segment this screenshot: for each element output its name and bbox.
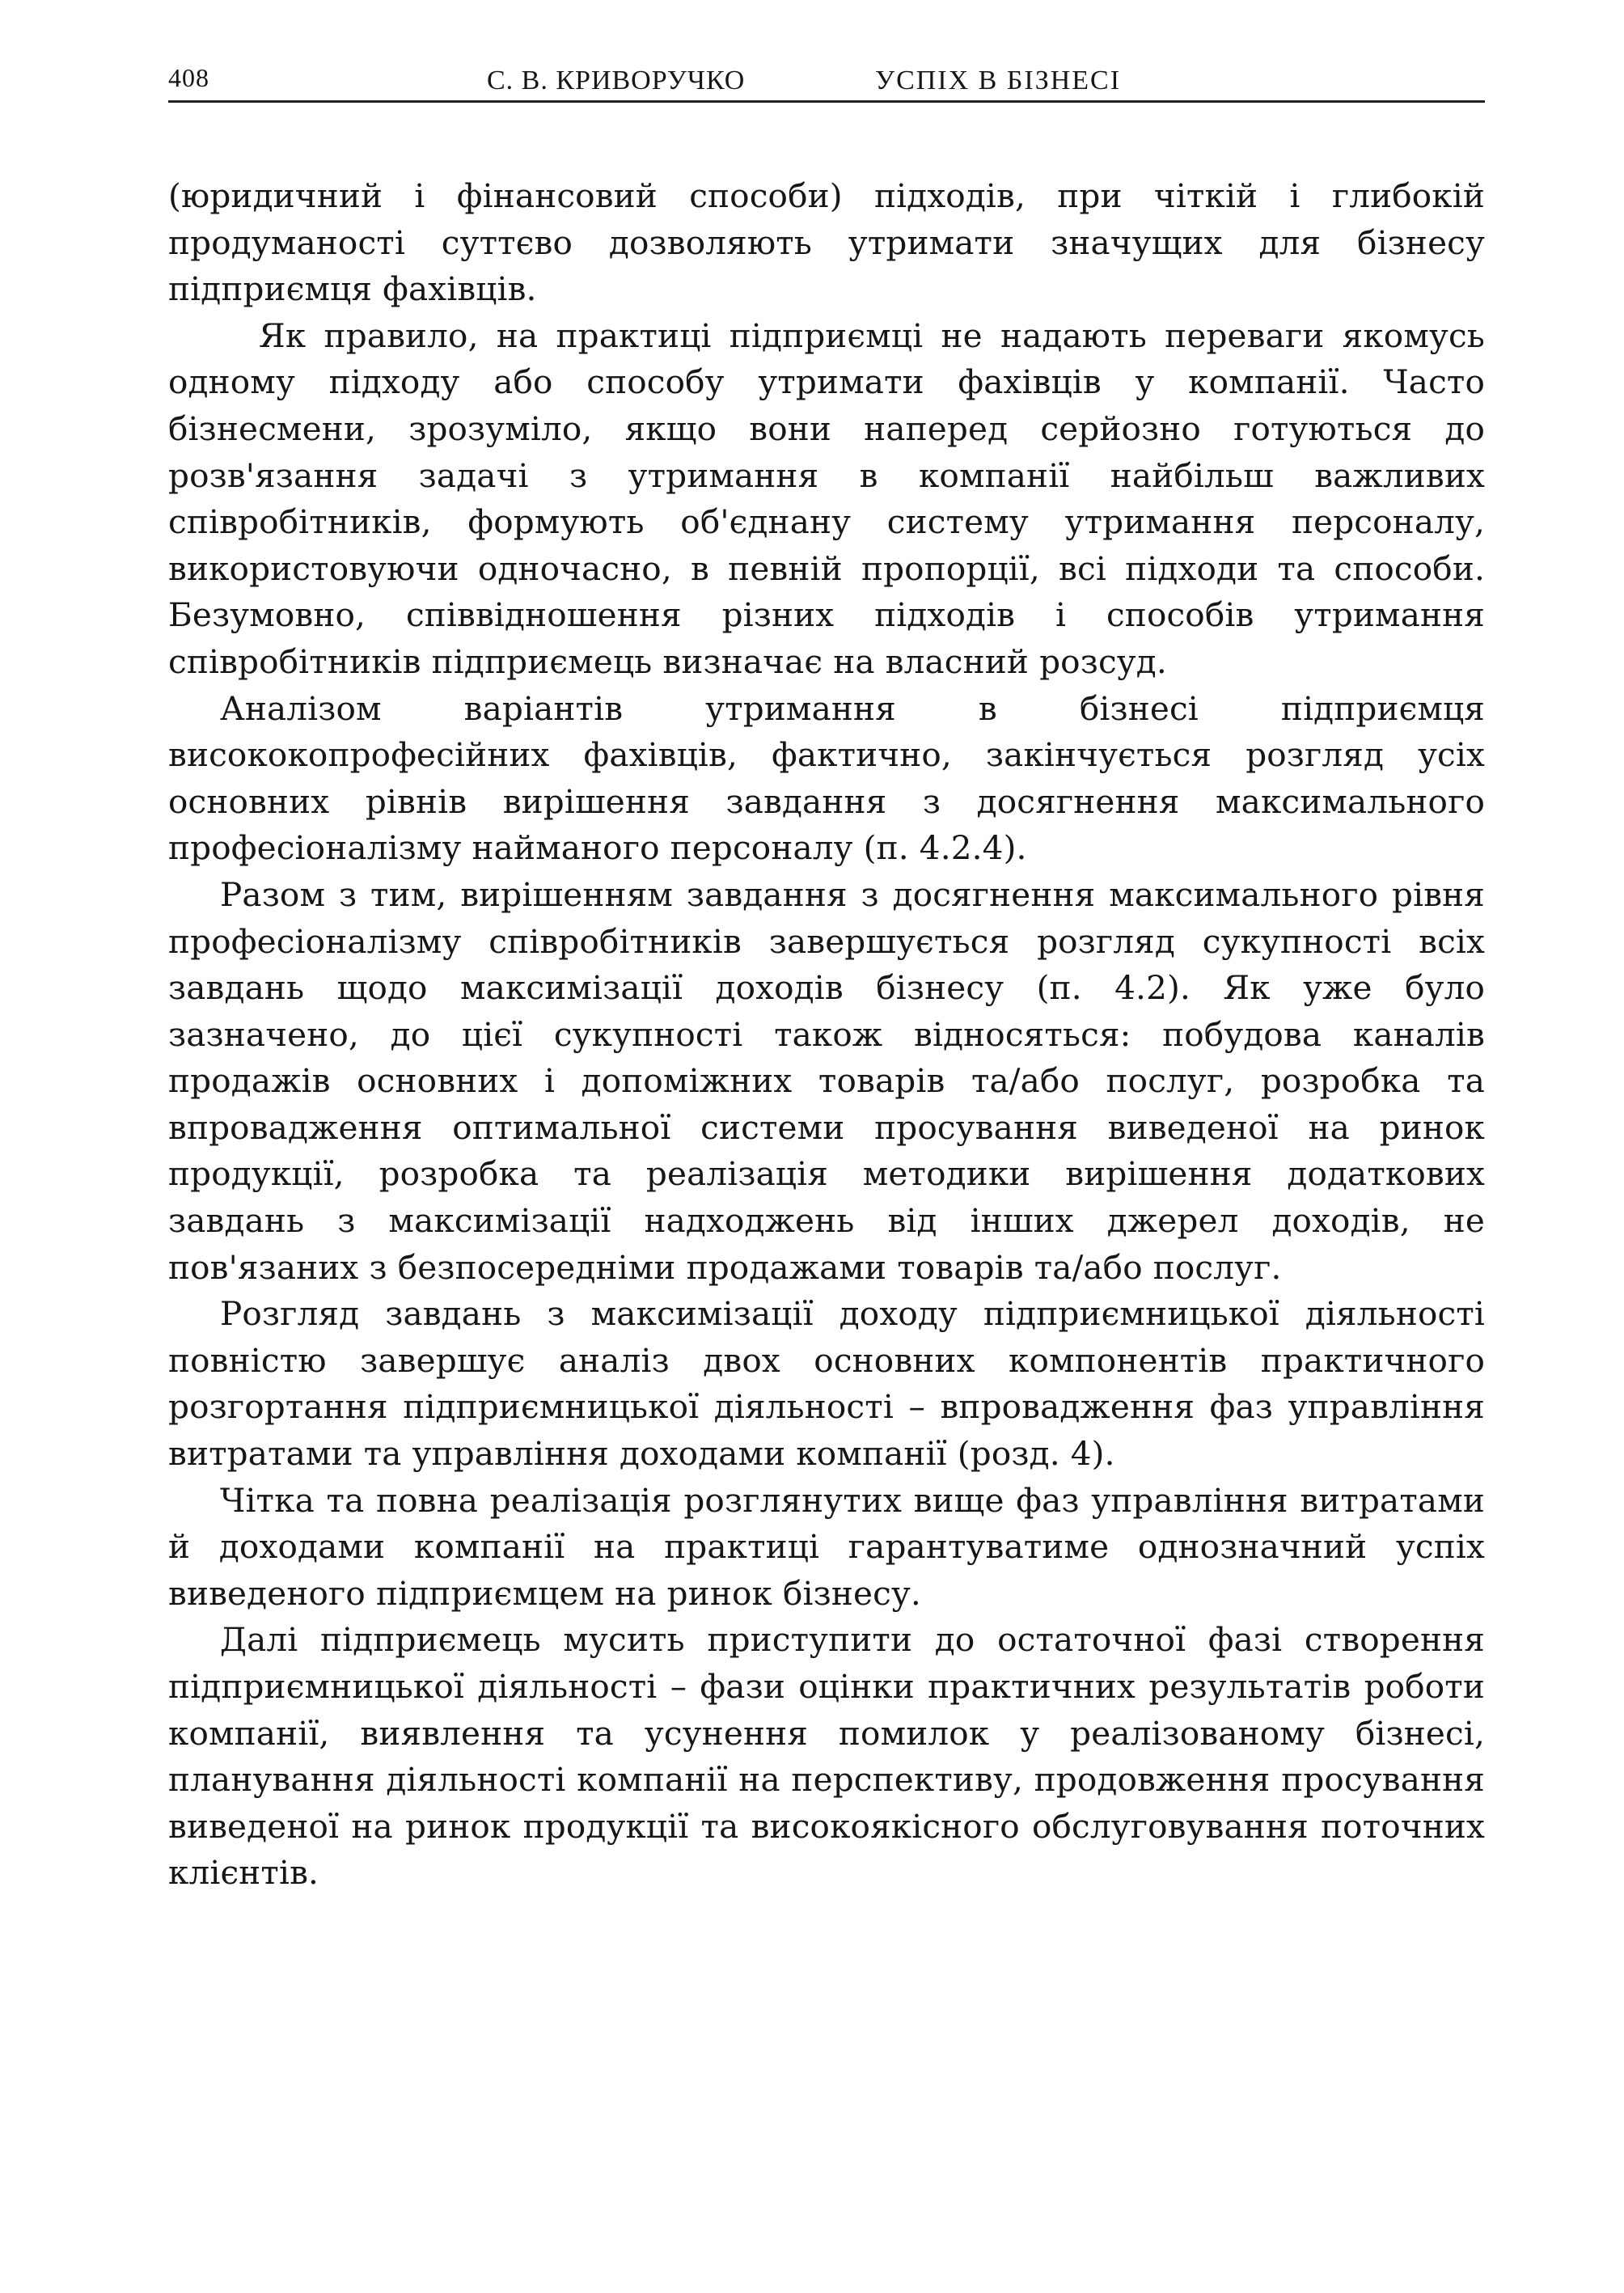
running-header bbox=[168, 58, 1485, 103]
paragraph-4: Разом з тим, вирішенням завдання з досягнення максимального рівня професіоналізму співробітників завершується розгляд сукупності всіх завдань щодо максимізації доходів бізнесу (п. 4.2). Як уже було зазначено, до цієї сукупності також відносяться: побудова каналів продажів основних і допоміжних товарів та/або послуг, розробка та впровадження оптимальної системи просування виведеної на ринок продукції, розробка та реалізація методики вирішення додаткових завдань з максимізації надходжень від інших джерел доходів, не пов'язаних з безпосередніми продажами товарів та/або послуг. bbox=[168, 874, 1485, 1287]
header-author: С. В. КРИВОРУЧКО bbox=[487, 66, 746, 95]
paragraph-3: Аналізом варіантів утримання в бізнесі підприємця висококопрофесійних фахівців, фактично, закінчується розгляд усіх основних рівнів вирішення завдання з досягнення максимального професіоналізму найманого персоналу (п. 4.2.4). bbox=[168, 688, 1485, 868]
paragraph-2: Як правило, на практиці підприємці не надають переваги якомусь одному підходу або способу утримати фахівців у компанії. Часто бізнесмени, зрозуміло, якщо вони наперед серйозно готуються до розв'язання задачі з утримання в компанії найбільш важливих співробітників, формують об'єднану систему утримання персоналу, використовуючи одночасно, в певній пропорції, всі підходи та способи. Безумовно, співвідношення різних підходів і способів утримання співробітників підприємець визначає на власний розсуд. bbox=[168, 315, 1485, 681]
paragraph-5: Розгляд завдань з максимізації доходу підприємницької діяльності повністю завершує аналіз двох основних компонентів практичного розгортання підприємницької діяльності – впровадження фаз управління витратами та управління доходами компанії (розд. 4). bbox=[168, 1294, 1485, 1474]
page-body bbox=[168, 173, 1485, 1897]
paragraph-7: Далі підприємець мусить приступити до остаточної фазі створення підприємницької діяльності – фази оцінки практичних результатів роботи компанії, виявлення та усунення помилок у реалізованому бізнесі, планування діяльності компанії на перспективу, продовження просування виведеної на ринок продукції та високоякісного обслуговування поточних клієнтів. bbox=[168, 1620, 1485, 1893]
page-number: 408 bbox=[168, 63, 209, 92]
paragraph-1: (юридичний і фінансовий способи) підходів, при чіткій і глибокій продуманості суттєво дозволяють утримати значущих для бізнесу підприємця фахівців. bbox=[168, 176, 1485, 309]
header-book-title: УСПІХ В БІЗНЕСІ bbox=[875, 66, 1122, 95]
paragraph-6: Чітка та повна реалізація розглянутих вище фаз управління витратами й доходами компанії на практиці гарантуватиме однозначний успіх виведеного підприємцем на ринок бізнесу. bbox=[168, 1480, 1485, 1613]
